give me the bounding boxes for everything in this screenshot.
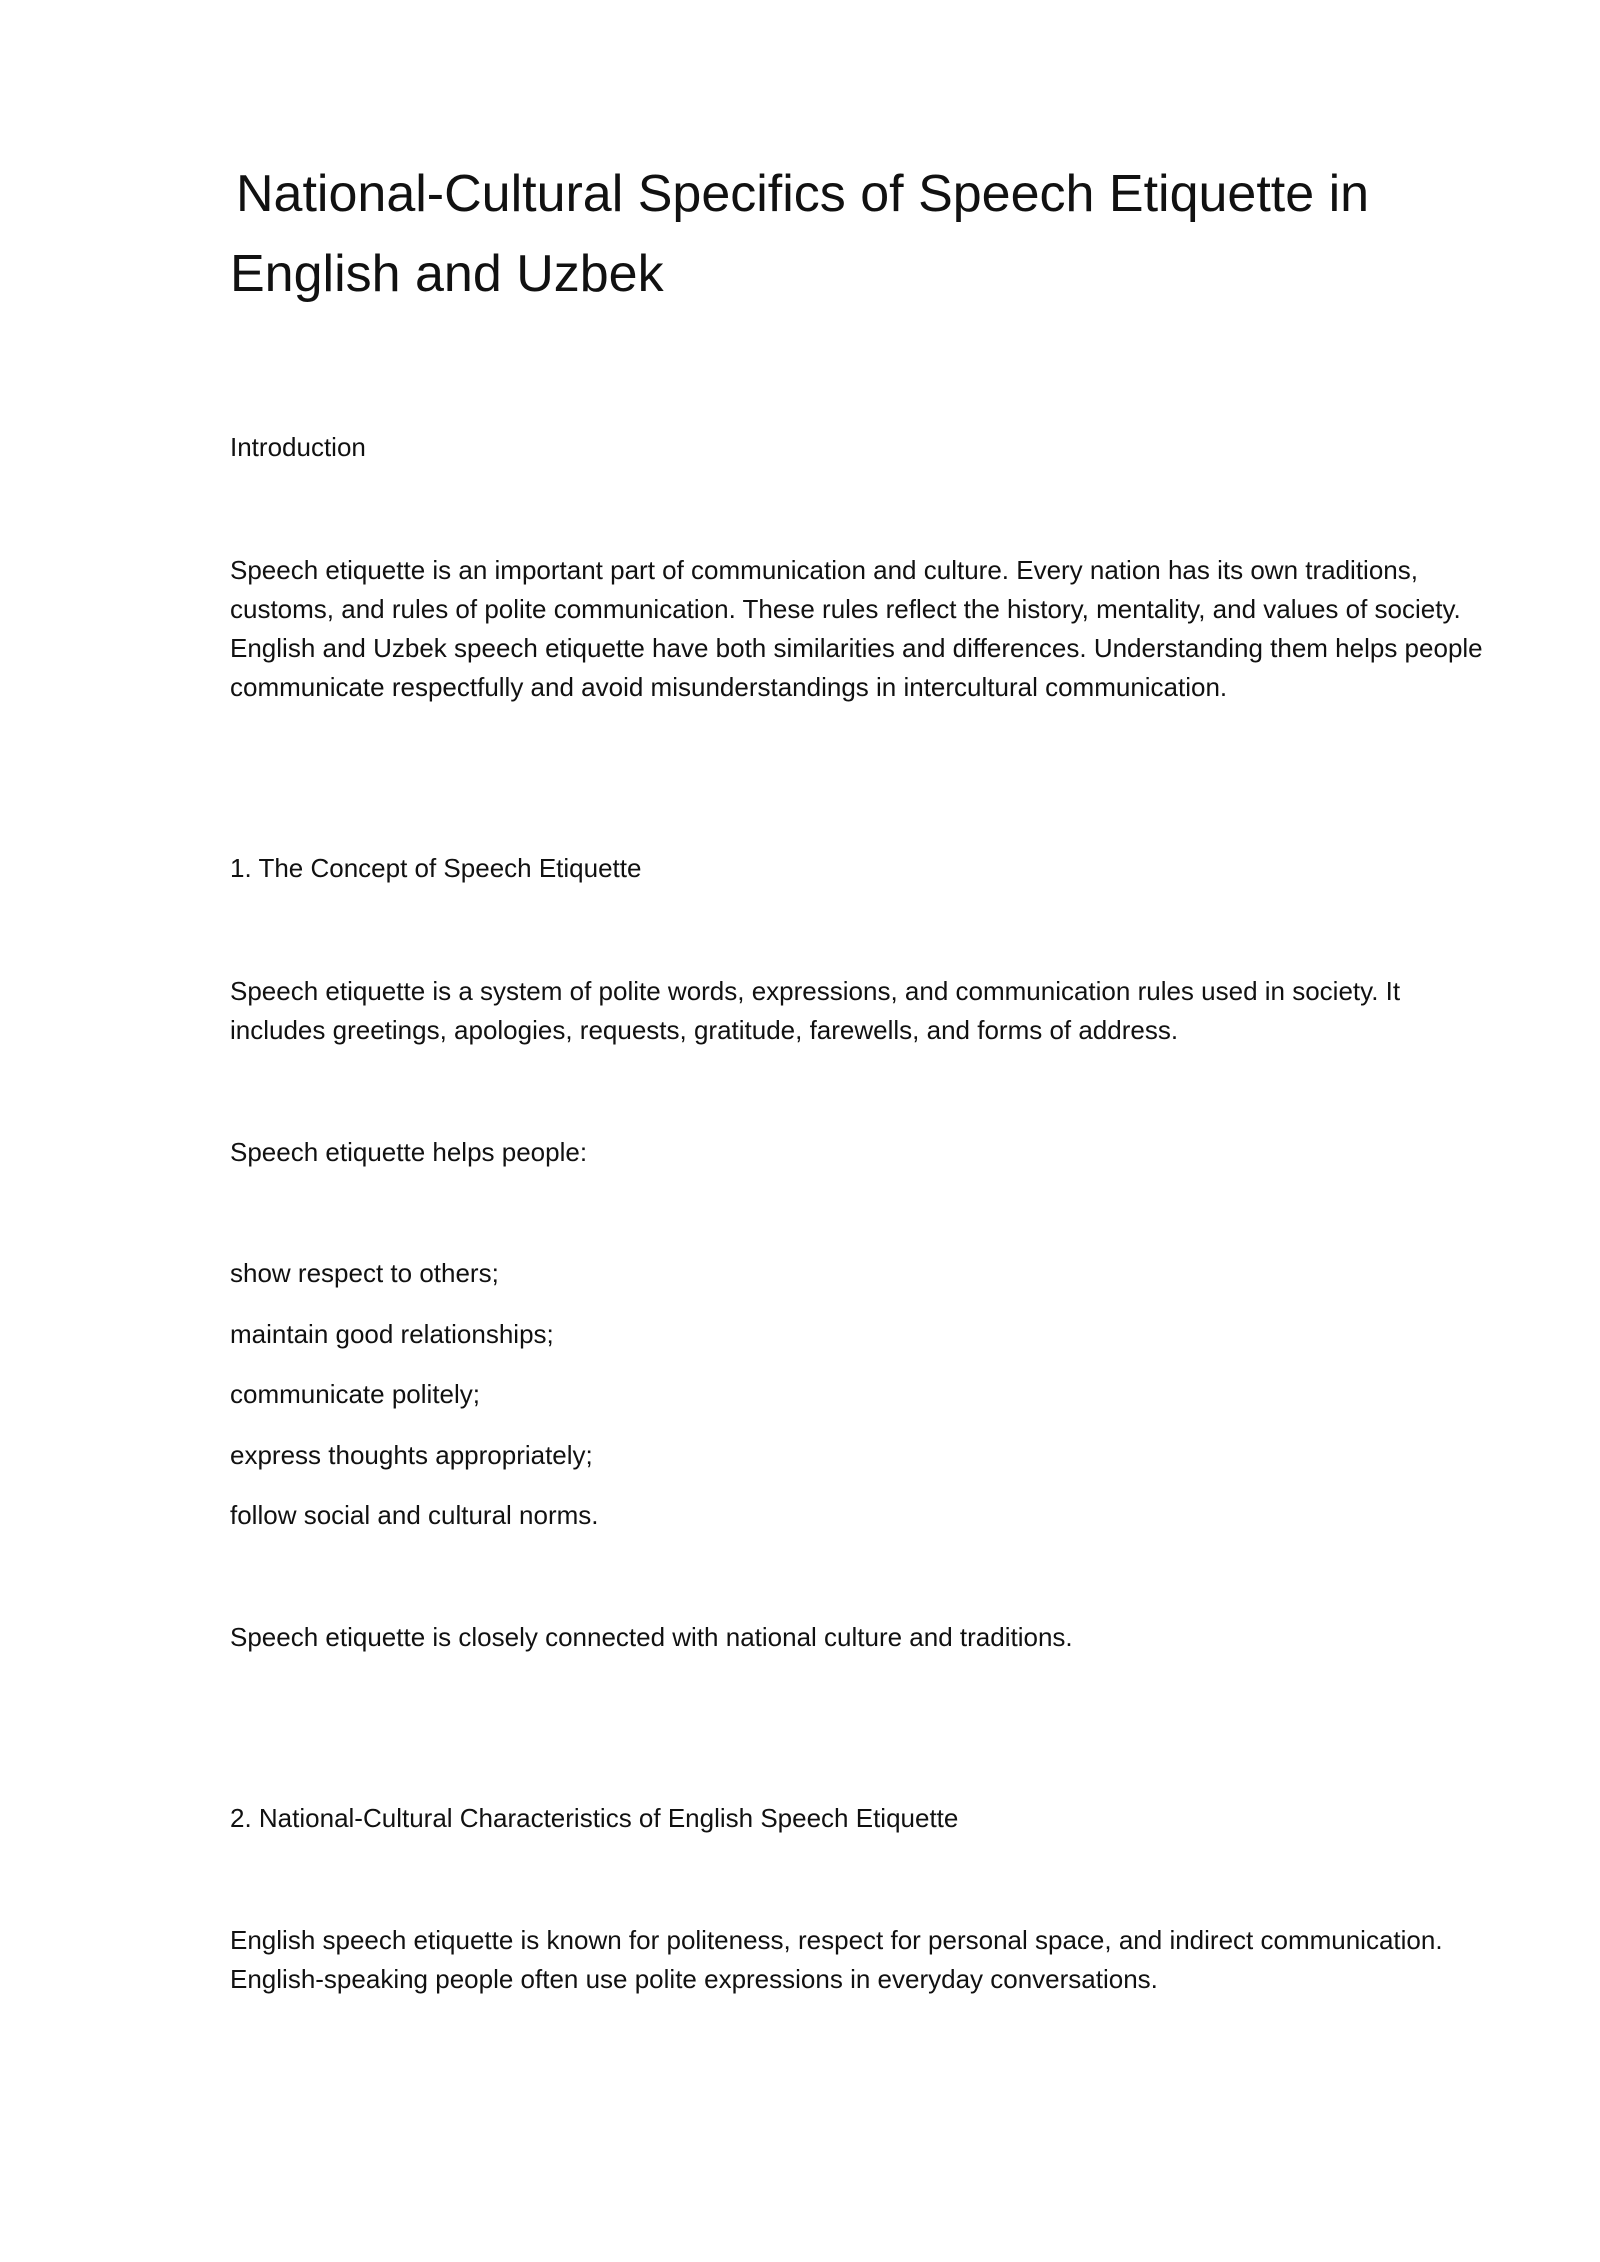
section-2-heading: 2. National-Cultural Characteristics of English Speech Etiquette <box>230 1803 959 1833</box>
section-1-paragraph: Speech etiquette is a system of polite words, expressions, and communication rules used in society. It includes greetings, apologies, requests, gratitude, farewells, and forms of address. <box>230 976 1401 1045</box>
document-title-line-2: English and Uzbek <box>230 245 664 303</box>
section-1-lead: Speech etiquette helps people: <box>230 1137 588 1167</box>
section-1-heading: 1. The Concept of Speech Etiquette <box>230 853 642 883</box>
list-item: maintain good relationships; <box>230 1319 554 1349</box>
list-item: express thoughts appropriately; <box>230 1440 593 1470</box>
document-title <box>230 154 1480 314</box>
section-2-paragraph: English speech etiquette is known for politeness, respect for personal space, and indirect communication. English-speaking people often use polite expressions in everyday conversations. <box>230 1925 1443 1994</box>
list-item: show respect to others; <box>230 1258 499 1288</box>
intro-paragraph: Speech etiquette is an important part of communication and culture. Every nation has its own traditions, customs, and rules of polite communication. These rules reflect the history, mentality, and values of society. English and Uzbek speech etiquette have both similarities and differences. Understanding them helps people communicate respectfully and avoid misunderstandings in intercultural communication. <box>230 555 1483 702</box>
intro-heading: Introduction <box>230 432 366 462</box>
list-item: follow social and cultural norms. <box>230 1500 599 1530</box>
document-title-line-1: National-Cultural Specifics of Speech Etiquette in <box>236 165 1370 223</box>
section-1-closing: Speech etiquette is closely connected with national culture and traditions. <box>230 1622 1073 1652</box>
list-item: communicate politely; <box>230 1379 480 1409</box>
